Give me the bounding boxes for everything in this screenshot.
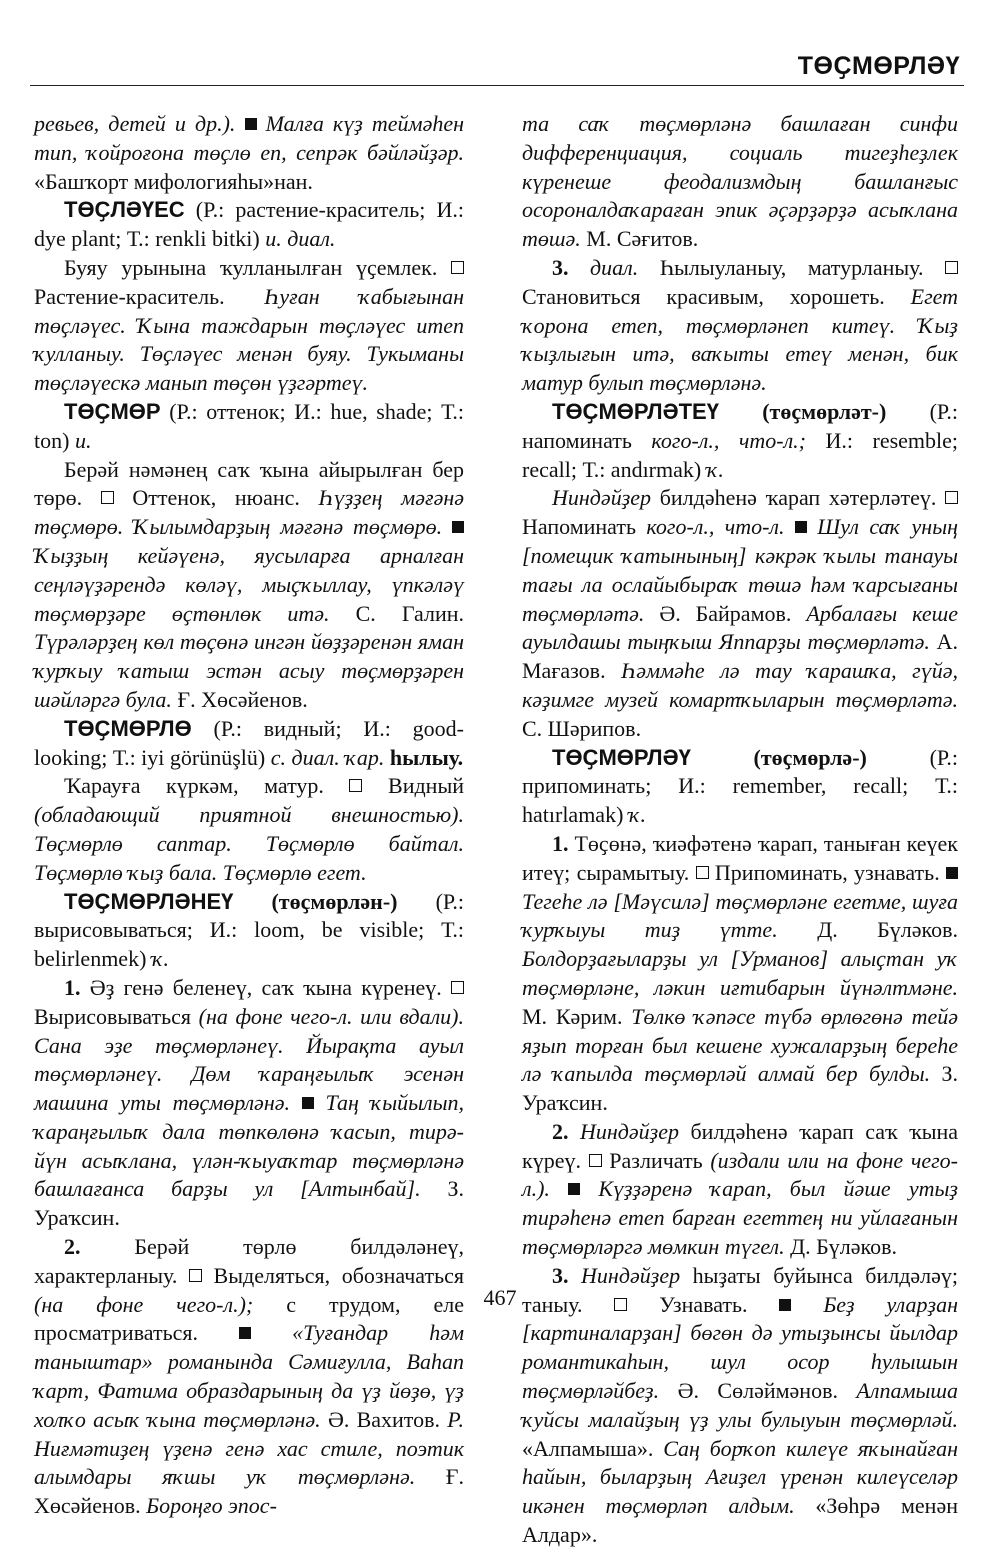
white-square-icon [589, 1154, 602, 1167]
black-square-icon [302, 1097, 314, 1109]
white-square-icon [945, 491, 958, 504]
sense-2-r: 2. Ниндәйҙер билдәһенә ҡарап саҡ ҡына күреү. Различать (издали или на фоне чего-л.). Күҙҙәренә ҡарап, был йәше утыҙ тирәһенә етеп барған егеттең ни уйлағанын төҫмөрләргә мөмкин түгел. Д. Бүләков. [522, 1118, 959, 1260]
right-column [522, 110, 958, 1550]
entry-tosmorlateu: ТӨҪМӨРЛӘТЕҮ (төҫмөрләт-) (Р.: напоминать кого-л., что-л.; И.: resemble; recall; Т.: andırmak) ҡ. [522, 398, 959, 482]
page-number: 467 [483, 1285, 517, 1310]
sense-1-r: 1. Төҫөнә, ҡиәфәтенә ҡарап, таныған кеүек итеү; сырамытыу. Припоминать, узнавать. Тегеһе лә [Мәүсилә] төҫмөрләне егетме, шуға ҡурҡыуы тиҙ үтте. Д. Бүләков. Болдорҙағыларҙы ул [Урманов] алыҫтан уҡ төҫмөрләне, ләкин иғтибарын йүнәлтмәне. М. Кәрим. Төлкө ҡәпәсе түбә өрлөгөнә тейә яҙып торған был кешене хужаларҙың береһе лә ҡапылда төҫмөрләй алмай бер булды. З. Ураҡсин. [522, 830, 959, 1116]
sense-3-r: 3. Ниндәйҙер һыҙаты буйынса билдәләү; таныу. Узнавать. Беҙ уларҙан [картиналарҙан] бөгөн дә утыҙынсы йылдар романтикаһын, шул осор һулышын төҫмөрләйбеҙ. Ә. Сөләймәнов. Алпамыша ҡуйсы малайҙың үҙ улы булыуын төҫмөрләй. «Алпамыша». Саң борҡоп килеүе яҡынайған һайын, быларҙың Ағиҙел үренән килеүселәр икәнен төҫмөрләп алдым. «Зөһрә менән Алдар». [522, 1262, 959, 1548]
header-rule [30, 85, 964, 86]
white-square-icon [451, 981, 464, 994]
black-square-icon [245, 118, 257, 130]
entry-tosleues: ТӨҪЛӘҮЕС (Р.: растение-краситель; И.: dye plant; Т.: renkli bitki) и. диал. [34, 197, 464, 252]
sense-3: 3. диал. Һылыуланыу, матурланыу. Становиться красивым, хорошеть. Егет ҡорона етеп, төҫмөрләнеп китеү. Ҡыҙ ҡыҙлығын итә, ваҡыты етеү менән, бик матур булып төҫмөрләнә. [522, 254, 959, 396]
entry-tosleues-body: Буяу урынына ҡулланылған үҫемлек. Растение-краситель. Һуған ҡабығынан төҫләүес. Ҡына таждарын төҫләүес итеп ҡулланыу. Төҫләүес менән буяу. Тукыманы төҫләүескә манып төҫөн үҙгәртеү. [34, 254, 464, 396]
entry-tosmorlo: ТӨҪМӨРЛӨ (Р.: видный; И.: good-looking; Т.: iyi görünüşlü) с. диал. ҡар. һылыу. [34, 715, 465, 770]
white-square-icon [696, 866, 709, 879]
black-square-icon [795, 521, 807, 533]
entry-tosmor-body: Берәй нәмәнең саҡ ҡына айырылған бер төрө. Оттенок, нюанс. Һүҙҙең мәғәнә төҫмөрө. Ҡылымдарҙың мәғәнә төҫмөрө. Ҡыҙҙың кейәүенә, яусыларға арналған сеңләүҙәрендә көләү, мыҫҡыллау, үпкәләү төҫмөрҙәре өҫтөнлөк итә. С. Галин. Түрәләрҙең көл төҫөнә ингән йөҙҙәренән яман ҡурҡыу ҡатыш эстән асыу төҫмөрҙәрен шәйләргә була. Ғ. Хөсәйенов. [34, 456, 465, 712]
black-square-icon [239, 1327, 251, 1339]
entry-tosmorlo-body: Ҡарауға күркәм, матур. Видный (обладающий приятной внешностью). Төҫмөрлө саптар. Төҫмөрлө байтал. Төҫмөрлө ҡыҙ бала. Төҫмөрлө егет. [34, 773, 464, 885]
white-square-icon [101, 491, 114, 504]
white-square-icon [451, 261, 464, 274]
entry-tosmorlateu-body: Ниндәйҙер билдәһенә ҡарап хәтерләтеү. Напоминать кого-л., что-л. Шул саҡ уның [помещик ҡатынының] кәкрәк ҡылы танауы тағы ла ослайыбыраҡ төшә һәм ҡарсығаны төҫмөрләтә. Ә. Байрамов. Арбалағы кеше ауылдашы тыңҡыш Яппарҙы төҫмөрләтә. А. Мағазов. Һәммәһе лә тау ҡарашҡа, гүйә, кәҙимге музей комартҡыларын төҫмөрләтә. С. Шәрипов. [522, 485, 959, 741]
sense-2: 2. Берәй төрлө билдәләнеү, характерланыу. Выделяться, обозначаться (на фоне чего-л.); с трудом, еле просматриваться. «Туғандар һәм таныштар» романында Сәмиғулла, Ваһап ҡарт, Фатима образдарының да үҙ йөҙө, үҙ холҡо асыҡ ҡына төҫмөрләнә. Ә. Вахитов. Р. Ниғмәтиҙең үҙенә генә хас стиле, поэтик алымдары яҡшы уҡ төҫмөрләнә. Ғ. Хөсәйенов. Бороңғо эпос- [34, 1234, 465, 1519]
black-square-icon [946, 867, 958, 879]
continued-citation: та саҡ төҫмөрләнә башлаған синфи дифференциация, социаль тигеҙһеҙлек күренеше феодализмдың башланғыс осороналдаҡараған эпик әҫәрҙәрҙә асыҡлана төшә. М. Сәғитов. [522, 111, 958, 252]
entry-tosmorlau: ТӨҪМӨРЛӘҮ (төҫмөрлә-) (Р.: припоминать; И.: remember, recall; Т.: hatırlamak) ҡ. [522, 744, 958, 828]
black-square-icon [452, 521, 464, 533]
entry-tosmorlaneu: ТӨҪМӨРЛӘНЕҮ (төҫмөрлән-) (Р.: вырисовываться; И.: loom, be visible; Т.: belirlenmek) ҡ. [34, 888, 465, 972]
entry-tosmor: ТӨҪМӨР (Р.: оттенок; И.: hue, shade; Т.: ton) и. [34, 398, 464, 453]
white-square-icon [945, 261, 958, 274]
black-square-icon [568, 1183, 580, 1195]
running-head: ТӨҪМӨРЛӘҮ [797, 52, 960, 80]
continued-entry: ревьев, детей и др.). Малға күҙ теймәһен тип, ҡойроғона төҫлө еп, сепрәк бәйләйҙәр. «Башҡорт мифологияһы»нан. [34, 111, 465, 194]
white-square-icon [349, 779, 362, 792]
white-square-icon [189, 1269, 202, 1282]
sense-1: 1. Әҙ генә беленеү, саҡ ҡына күренеү. Вырисовываться (на фоне чего-л. или вдали). Сана эҙе төҫмөрләнеү. Йырақта ауыл төҫмөрләнеү. Дөм ҡараңғылыҡ эсенән машина уты төҫмөрләнә. Таң ҡыйылып, ҡараңғылыҡ дала төпкөлөнә ҡасып, тирә-йүн асыҡлана, үлән-ҡыуаҡтар төҫмөрләнә башлағанса барҙы ул [Алтынбай]. З. Ураҡсин. [34, 974, 465, 1231]
